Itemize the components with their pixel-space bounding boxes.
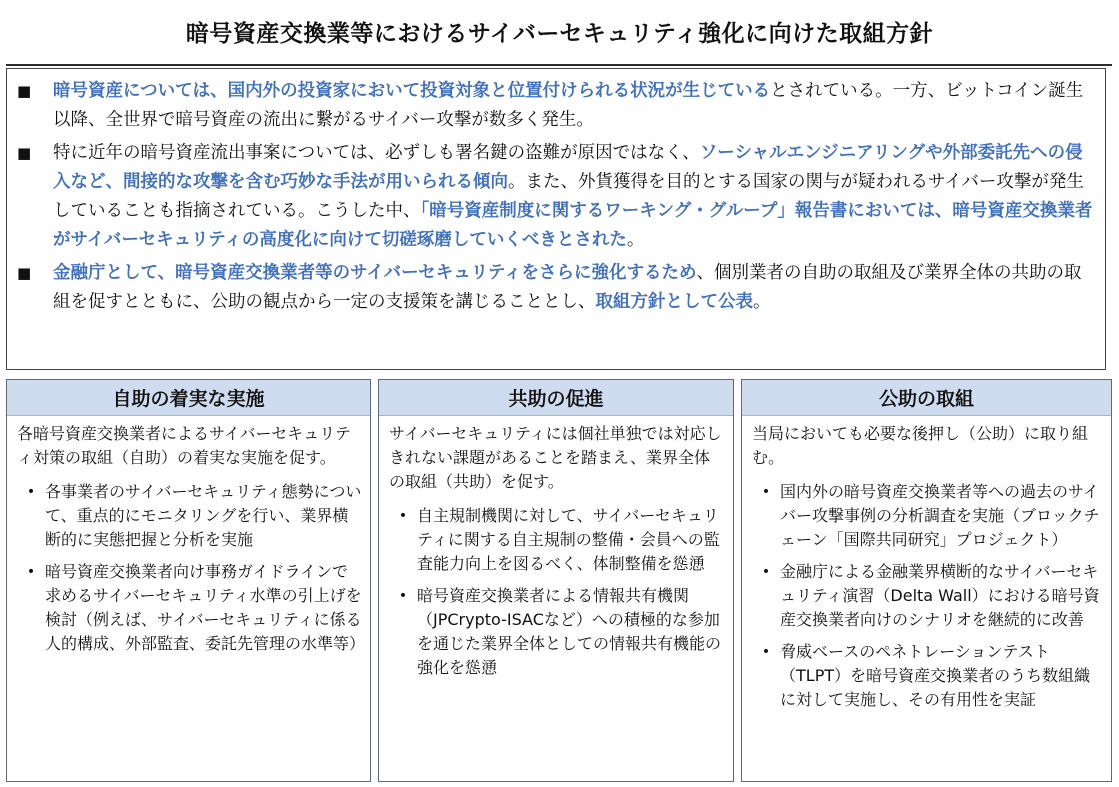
list-item: • 暗号資産交換業者による情報共有機関（JPCrypto-ISACなど）への積極的な参加を通じた業界全体としての情報共有機能の強化を慫慂	[389, 584, 725, 680]
highlight-text: ソーシャルエンジニアリングや外部委託先への侵入など、間接的な攻撃を含む巧妙な手法が用いられる傾向	[53, 143, 1083, 192]
body-text: 特に近年の暗号資産流出事案については、必ずしも署名鍵の盗難が原因ではなく、	[53, 143, 700, 163]
black-square-icon: ■	[17, 82, 32, 100]
column-heading: 共助の促進	[379, 380, 733, 416]
list-item: • 自主規制機関に対して、サイバーセキュリティに関する自主規制の整備・会員への監査能力向上を図るべく、体制整備を慫慂	[389, 504, 725, 576]
body-text: 。また、外貨獲得を目的とする国家の関与が疑われるサイバー攻撃が発生していることも指摘されている。こうした中、	[53, 172, 1084, 221]
title-divider	[6, 64, 1112, 66]
bullet-dot-icon: •	[761, 484, 771, 500]
column-public-help	[741, 379, 1112, 782]
body-text: 、個別業者の自助の取組及び業界全体の共助の取組を促すとともに、公助の観点から一定の支援策を講じることとし、	[53, 263, 1082, 312]
list-item: • 暗号資産交換業者向け事務ガイドラインで求めるサイバーセキュリティ水準の引上げを検討（例えば、サイバーセキュリティに係る人的構成、外部監査、委託先管理の水準等）	[17, 560, 362, 656]
bullet-dot-icon: •	[398, 508, 408, 524]
bullet-dot-icon: •	[398, 588, 408, 604]
column-mutual-help	[378, 379, 734, 782]
list-item: • 脅威ベースのペネトレーションテスト（TLPT）を暗号資産交換業者のうち数組織に対して実施し、その有用性を実証	[752, 640, 1103, 712]
summary-paragraph-1	[17, 77, 1095, 135]
list-item: • 国内外の暗号資産交換業者等への過去のサイバー攻撃事例の分析調査を実施（ブロックチェーン「国際共同研究」プロジェクト）	[752, 480, 1103, 552]
column-heading: 公助の取組	[742, 380, 1111, 416]
column-intro: サイバーセキュリティには個社単独では対応しきれない課題があることを踏まえ、業界全体の取組（共助）を促す。	[389, 424, 722, 491]
body-text: 。	[753, 292, 771, 312]
bullet-dot-icon: •	[26, 484, 36, 500]
summary-paragraph-3	[17, 259, 1095, 317]
bullet-dot-icon: •	[761, 644, 771, 660]
bullet-dot-icon: •	[26, 564, 36, 580]
page-title: 暗号資産交換業等におけるサイバーセキュリティ強化に向けた取組方針	[185, 20, 934, 47]
bullet-dot-icon: •	[761, 564, 771, 580]
column-intro: 当局においても必要な後押し（公助）に取り組む。	[752, 424, 1089, 467]
black-square-icon: ■	[17, 144, 32, 162]
column-heading: 自助の着実な実施	[7, 380, 370, 416]
summary-paragraph-2	[17, 139, 1095, 255]
list-item: • 各事業者のサイバーセキュリティ態勢について、重点的にモニタリングを行い、業界横断的に実態把握と分析を実施	[17, 480, 362, 552]
summary-box	[6, 68, 1106, 370]
highlight-text: 金融庁として、暗号資産交換業者等のサイバーセキュリティをさらに強化するため	[53, 263, 697, 283]
highlight-text: 「暗号資産制度に関するワーキング・グループ」報告書においては、暗号資産交換業者がサイバーセキュリティの高度化に向けて切磋琢磨していくべきとされた	[53, 201, 1093, 250]
list-item: • 金融庁による金融業界横断的なサイバーセキュリティ演習（Delta Wall）における暗号資産交換業者向けのシナリオを継続的に改善	[752, 560, 1103, 632]
body-text: とされている。一方、ビットコイン誕生以降、全世界で暗号資産の流出に繋がるサイバー攻撃が数多く発生。	[53, 81, 1084, 130]
body-text: 。	[626, 230, 645, 250]
column-intro: 各暗号資産交換業者によるサイバーセキュリティ対策の取組（自助）の着実な実施を促す。	[17, 424, 351, 467]
column-self-help	[6, 379, 371, 782]
highlight-text: 取組方針として公表	[595, 292, 753, 312]
black-square-icon: ■	[17, 264, 32, 282]
highlight-text: 暗号資産については、国内外の投資家において投資対象と位置付けられる状況が生じている	[53, 81, 771, 101]
